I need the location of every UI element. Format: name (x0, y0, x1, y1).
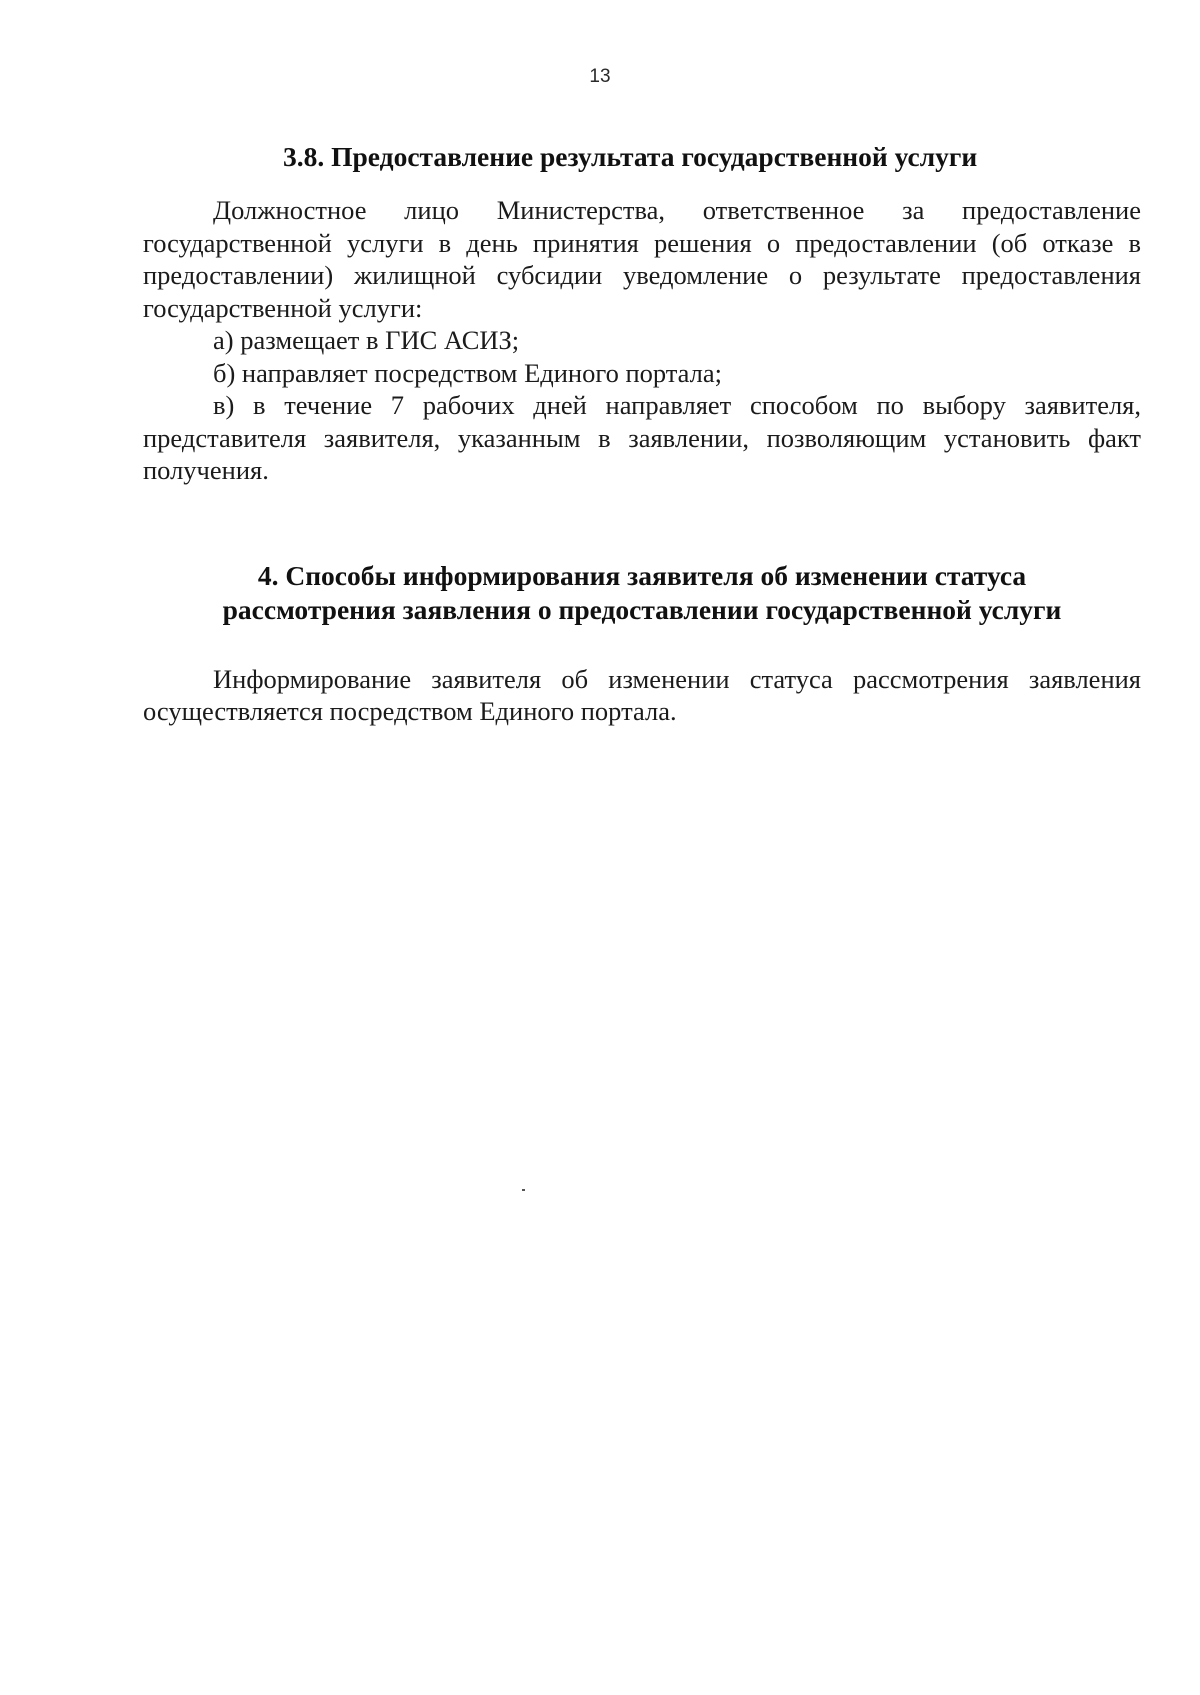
section-4-heading-line1: 4. Способы информирования заявителя об изменении статуса (257, 559, 1027, 591)
page-number: 13 (589, 66, 611, 87)
scan-speck (522, 1189, 525, 1191)
section-3-8-heading: 3.8. Предоставление результата государственной услуги (283, 141, 978, 172)
list-item-c: в) в течение 7 рабочих дней направляет способом по выбору заявителя, представителя заявителя, указанным в заявлении, позволяющим установить факт получения. (143, 390, 1141, 485)
section-4 (143, 559, 1141, 627)
section-4-body: Информирование заявителя об изменении статуса рассмотрения заявления осуществляется посредством Единого портала. (143, 663, 1141, 726)
section-4-heading-line2: рассмотрения заявления о предоставлении государственной услуги (222, 593, 1062, 625)
section-3-8-intro: Должностное лицо Министерства, ответственное за предоставление государственной услуги в день принятия решения о предоставлении (об отказе в предоставлении) жилищной субсидии уведомление о результате предоставления государственной услуги: (143, 195, 1141, 323)
list-item-a: а) размещает в ГИС АСИЗ; (213, 325, 520, 355)
document-content (143, 140, 1141, 728)
list-item-b: б) направляет посредством Единого портала; (213, 357, 723, 388)
section-3-8 (143, 140, 1141, 487)
section-4-heading (143, 559, 1141, 627)
